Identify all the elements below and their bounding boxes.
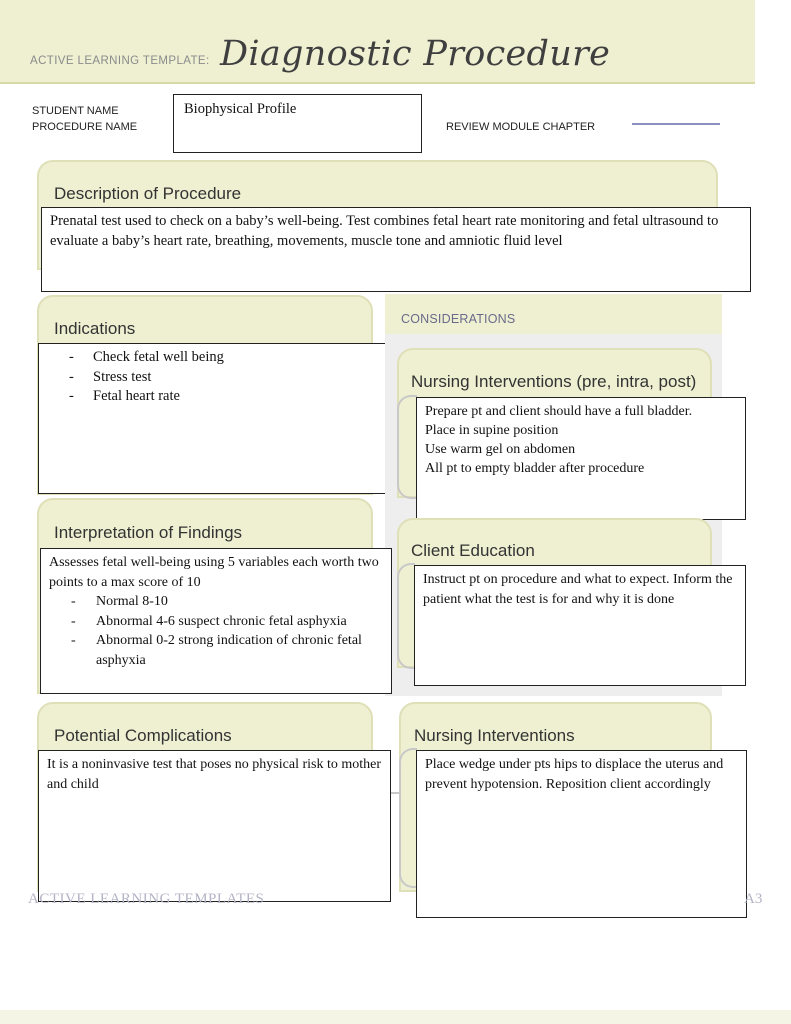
footer-page-code: A3	[744, 891, 763, 907]
list-item: - Abnormal 4-6 suspect chronic fetal asphyxia	[49, 612, 383, 632]
text-line: All pt to empty bladder after procedure	[425, 461, 645, 476]
indications-list	[47, 348, 382, 407]
text-line: Use warm gel on abdomen	[425, 442, 576, 457]
description-box[interactable]	[41, 207, 751, 292]
interpretation-title: Interpretation of Findings	[54, 523, 243, 542]
nursing-interventions-ppp-box[interactable]	[416, 397, 746, 520]
nursing-interventions-ppp-title: Nursing Interventions (pre, intra, post)	[411, 372, 697, 391]
description-title: Description of Procedure	[54, 184, 242, 203]
list-item: - Stress test	[47, 368, 382, 388]
text-line: Place in supine position	[425, 423, 559, 438]
page-title: Diagnostic Procedure	[220, 34, 611, 74]
text-line: Prepare pt and client should have a full bladder.	[425, 404, 693, 419]
indications-title: Indications	[54, 319, 136, 338]
bracket-line	[397, 395, 417, 499]
indications-box[interactable]	[38, 343, 391, 494]
procedure-name-value: Biophysical Profile	[184, 101, 297, 117]
list-item: - Fetal heart rate	[47, 387, 382, 407]
connector-line	[391, 792, 399, 794]
student-name-label: STUDENT NAME	[32, 105, 119, 117]
interpretation-list	[49, 592, 383, 670]
client-education-box[interactable]	[414, 565, 746, 686]
list-item: - Normal 8-10	[49, 592, 383, 612]
bracket-line	[397, 563, 415, 669]
footer-band	[0, 1010, 791, 1024]
considerations-label: CONSIDERATIONS	[401, 312, 516, 326]
template-label: ACTIVE LEARNING TEMPLATE:	[30, 55, 210, 67]
list-item: - Abnormal 0-2 strong indication of chronic fetal asphyxia	[49, 631, 383, 670]
procedure-name-field[interactable]	[173, 94, 422, 153]
bracket-line	[399, 748, 417, 888]
nursing-interventions-text: Place wedge under pts hips to displace the uterus and prevent hypotension. Reposition client accordingly	[425, 757, 724, 792]
interpretation-box[interactable]	[40, 548, 392, 694]
client-education-title: Client Education	[411, 541, 535, 560]
interpretation-intro: Assesses fetal well-being using 5 variables each worth two points to a max score of 10	[49, 555, 379, 590]
footer-text: ACTIVE LEARNING TEMPLATES	[28, 891, 265, 907]
nursing-interventions-title: Nursing Interventions	[414, 726, 575, 745]
nursing-interventions-box[interactable]	[416, 750, 747, 918]
review-module-label: REVIEW MODULE CHAPTER	[446, 121, 596, 133]
procedure-name-label: PROCEDURE NAME	[32, 121, 138, 133]
complications-title: Potential Complications	[54, 726, 232, 745]
list-item: - Check fetal well being	[47, 348, 382, 368]
review-module-field[interactable]	[632, 123, 720, 125]
header-divider	[0, 82, 755, 84]
complications-text: It is a noninvasive test that poses no physical risk to mother and child	[47, 757, 382, 792]
client-education-text: Instruct pt on procedure and what to expect. Inform the patient what the test is for and why it is done	[423, 572, 733, 607]
complications-box[interactable]	[38, 750, 391, 902]
description-text: Prenatal test used to check on a baby’s well-being. Test combines fetal heart rate monitoring and fetal ultrasound to evaluate a baby’s heart rate, breathing, movements, muscle tone and amniotic fluid level	[50, 213, 719, 249]
